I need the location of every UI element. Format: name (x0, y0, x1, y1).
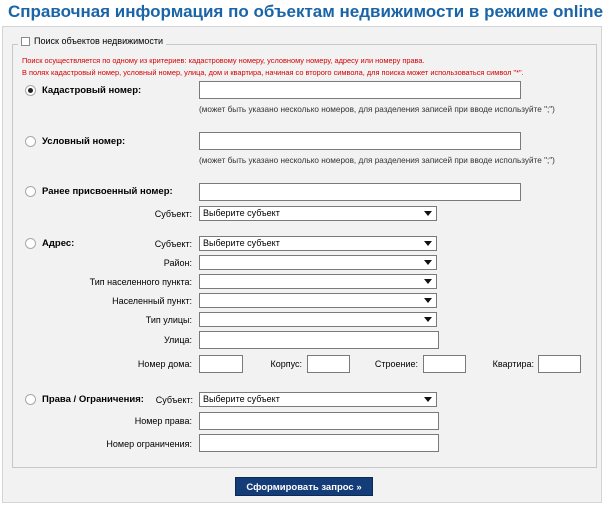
search-note-criteria: Поиск осуществляется по одному из критериев: кадастровому номеру, условному номеру, адресу или номеру права. (22, 56, 425, 65)
restriction-number-label: Номер ограничения: (106, 439, 192, 449)
previous-subject-select[interactable] (199, 206, 437, 221)
chevron-down-icon (424, 211, 432, 216)
apartment-label: Квартира: (492, 359, 534, 369)
settlement-type-select[interactable] (199, 274, 437, 289)
rights-subject-label: Субъект: (155, 395, 193, 405)
radio-cadastral[interactable] (25, 85, 36, 96)
building-label: Корпус: (270, 359, 302, 369)
chevron-down-icon (424, 279, 432, 284)
district-select[interactable] (199, 255, 437, 270)
chevron-down-icon (424, 260, 432, 265)
page-title: Справочная информация по объектам недвижимости в режиме online (8, 2, 604, 21)
radio-rights[interactable] (25, 394, 36, 405)
rights-subject-value: Выберите субъект (203, 394, 280, 404)
street-input[interactable] (199, 331, 439, 349)
street-label: Улица: (163, 335, 192, 345)
settlement-select[interactable] (199, 293, 437, 308)
cadastral-label: Кадастровый номер: (42, 85, 142, 96)
right-number-label: Номер права: (134, 416, 192, 426)
submit-request-button[interactable]: Сформировать запрос » (235, 477, 373, 496)
house-number-label: Номер дома: (137, 359, 192, 369)
settlement-label: Населенный пункт: (112, 296, 192, 306)
conditional-label: Условный номер: (42, 136, 126, 147)
chevron-down-icon (424, 317, 432, 322)
address-label: Адрес: (42, 238, 75, 249)
previous-subject-value: Выберите субъект (203, 208, 280, 218)
address-subject-select[interactable] (199, 236, 437, 251)
chevron-down-icon (424, 397, 432, 402)
street-type-label: Тип улицы: (145, 315, 192, 325)
restriction-number-input[interactable] (199, 434, 439, 452)
cadastral-number-input[interactable] (199, 81, 521, 99)
chevron-down-icon (424, 241, 432, 246)
radio-address[interactable] (25, 238, 36, 249)
structure-label: Строение: (374, 359, 418, 369)
apartment-input[interactable] (538, 355, 581, 373)
chevron-down-icon (424, 298, 432, 303)
legend-checkbox[interactable] (21, 37, 30, 46)
structure-input[interactable] (423, 355, 466, 373)
conditional-hint: (может быть указано несколько номеров, для разделения записей при вводе используйте ";") (199, 156, 555, 165)
house-number-input[interactable] (199, 355, 243, 373)
previous-number-input[interactable] (199, 183, 521, 201)
address-subject-label: Субъект: (154, 239, 192, 249)
building-input[interactable] (307, 355, 350, 373)
street-type-select[interactable] (199, 312, 437, 327)
previous-number-label: Ранее присвоенный номер: (42, 186, 173, 197)
legend-label: Поиск объектов недвижимости (34, 36, 164, 46)
cadastral-hint: (может быть указано несколько номеров, для разделения записей при вводе используйте ";") (199, 105, 555, 114)
conditional-number-input[interactable] (199, 132, 521, 150)
rights-label: Права / Ограничения: (42, 394, 144, 405)
rights-subject-select[interactable] (199, 392, 437, 407)
search-note-wildcard: В полях кадастровый номер, условный номер, улица, дом и квартира, начиная со второго символа, для поиска может использоваться символ "*". (22, 68, 524, 77)
address-subject-value: Выберите субъект (203, 238, 280, 248)
radio-conditional[interactable] (25, 136, 36, 147)
fieldset-legend (18, 36, 166, 46)
right-number-input[interactable] (199, 412, 439, 430)
district-label: Район: (163, 258, 192, 268)
settlement-type-label: Тип населенного пункта: (89, 277, 192, 287)
radio-previous-number[interactable] (25, 186, 36, 197)
previous-subject-label: Субъект: (154, 209, 192, 219)
